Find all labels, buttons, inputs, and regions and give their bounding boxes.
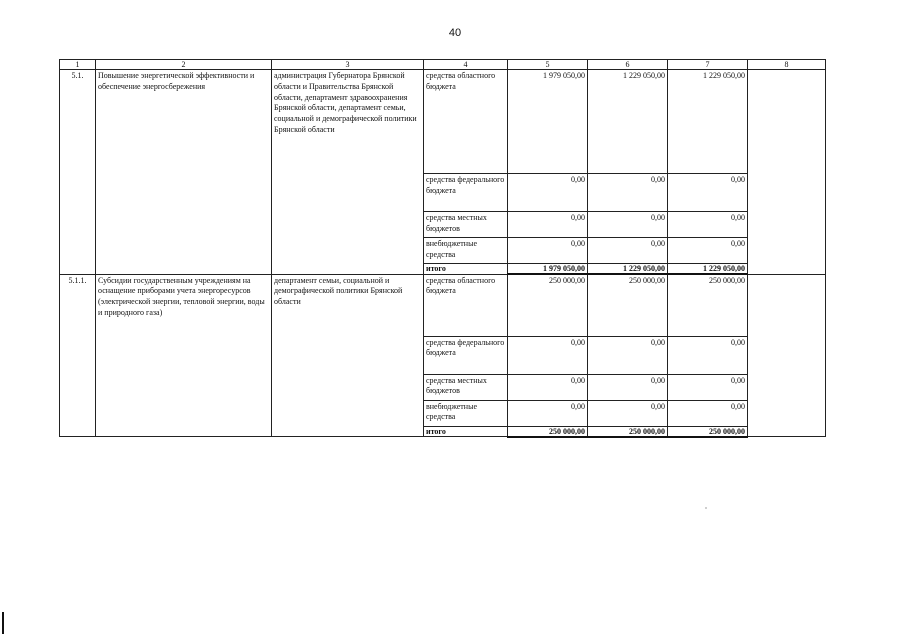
total-col5: 250 000,00 <box>508 426 588 437</box>
amount-col6: 0,00 <box>588 174 668 212</box>
item-number: 5.1. <box>60 70 96 275</box>
total-col7: 250 000,00 <box>668 426 748 437</box>
column-number: 1 <box>60 60 96 70</box>
amount-col6: 0,00 <box>588 212 668 238</box>
amount-col6: 0,00 <box>588 374 668 400</box>
total-label: итого <box>424 426 508 437</box>
funding-source: средства федерального бюджета <box>424 174 508 212</box>
funding-source: внебюджетные средства <box>424 400 508 426</box>
column-8-cell <box>748 70 826 275</box>
scan-edge-mark <box>2 612 4 634</box>
funding-source: средства местных бюджетов <box>424 374 508 400</box>
amount-col5: 0,00 <box>508 238 588 264</box>
page-number: 40 <box>448 27 462 39</box>
item-executor: департамент семьи, социальной и демографической политики Брянской области <box>272 274 424 437</box>
column-number: 7 <box>668 60 748 70</box>
column-number: 6 <box>588 60 668 70</box>
amount-col6: 0,00 <box>588 336 668 374</box>
amount-col7: 0,00 <box>668 174 748 212</box>
item-name: Повышение энергетической эффективности и обеспечение энергосбережения <box>96 70 272 275</box>
funding-source: средства областного бюджета <box>424 70 508 174</box>
amount-col6: 0,00 <box>588 400 668 426</box>
funding-source: средства федерального бюджета <box>424 336 508 374</box>
amount-col6: 1 229 050,00 <box>588 70 668 174</box>
column-number-header-row <box>60 60 826 70</box>
item-executor: администрация Губернатора Брянской области и Правительства Брянской области, департамент здравоохранения Брянской области, департамент семьи, социальной и демографической политики Брянской области <box>272 70 424 275</box>
funding-source: средства местных бюджетов <box>424 212 508 238</box>
amount-col7: 250 000,00 <box>668 274 748 336</box>
amount-col7: 0,00 <box>668 238 748 264</box>
amount-col6: 250 000,00 <box>588 274 668 336</box>
table-row <box>60 70 826 174</box>
amount-col5: 0,00 <box>508 374 588 400</box>
column-number: 4 <box>424 60 508 70</box>
total-col6: 1 229 050,00 <box>588 264 668 275</box>
column-number: 8 <box>748 60 826 70</box>
column-number: 5 <box>508 60 588 70</box>
amount-col7: 0,00 <box>668 400 748 426</box>
amount-col6: 0,00 <box>588 238 668 264</box>
amount-col7: 0,00 <box>668 336 748 374</box>
item-name: Субсидии государственным учреждениям на оснащение приборами учета энергоресурсов (электрической энергии, тепловой энергии, воды и природного газа) <box>96 274 272 437</box>
column-8-cell <box>748 274 826 437</box>
amount-col7: 0,00 <box>668 212 748 238</box>
amount-col5: 0,00 <box>508 174 588 212</box>
amount-col5: 1 979 050,00 <box>508 70 588 174</box>
scan-speck <box>705 507 707 509</box>
amount-col7: 1 229 050,00 <box>668 70 748 174</box>
column-number: 3 <box>272 60 424 70</box>
funding-source: средства областного бюджета <box>424 274 508 336</box>
item-number: 5.1.1. <box>60 274 96 437</box>
total-col6: 250 000,00 <box>588 426 668 437</box>
funding-source: внебюджетные средства <box>424 238 508 264</box>
column-number: 2 <box>96 60 272 70</box>
table-row <box>60 274 826 336</box>
amount-col5: 250 000,00 <box>508 274 588 336</box>
amount-col5: 0,00 <box>508 336 588 374</box>
total-col7: 1 229 050,00 <box>668 264 748 275</box>
total-label: итого <box>424 264 508 275</box>
total-col5: 1 979 050,00 <box>508 264 588 275</box>
budget-table <box>59 59 826 438</box>
amount-col5: 0,00 <box>508 212 588 238</box>
amount-col5: 0,00 <box>508 400 588 426</box>
amount-col7: 0,00 <box>668 374 748 400</box>
